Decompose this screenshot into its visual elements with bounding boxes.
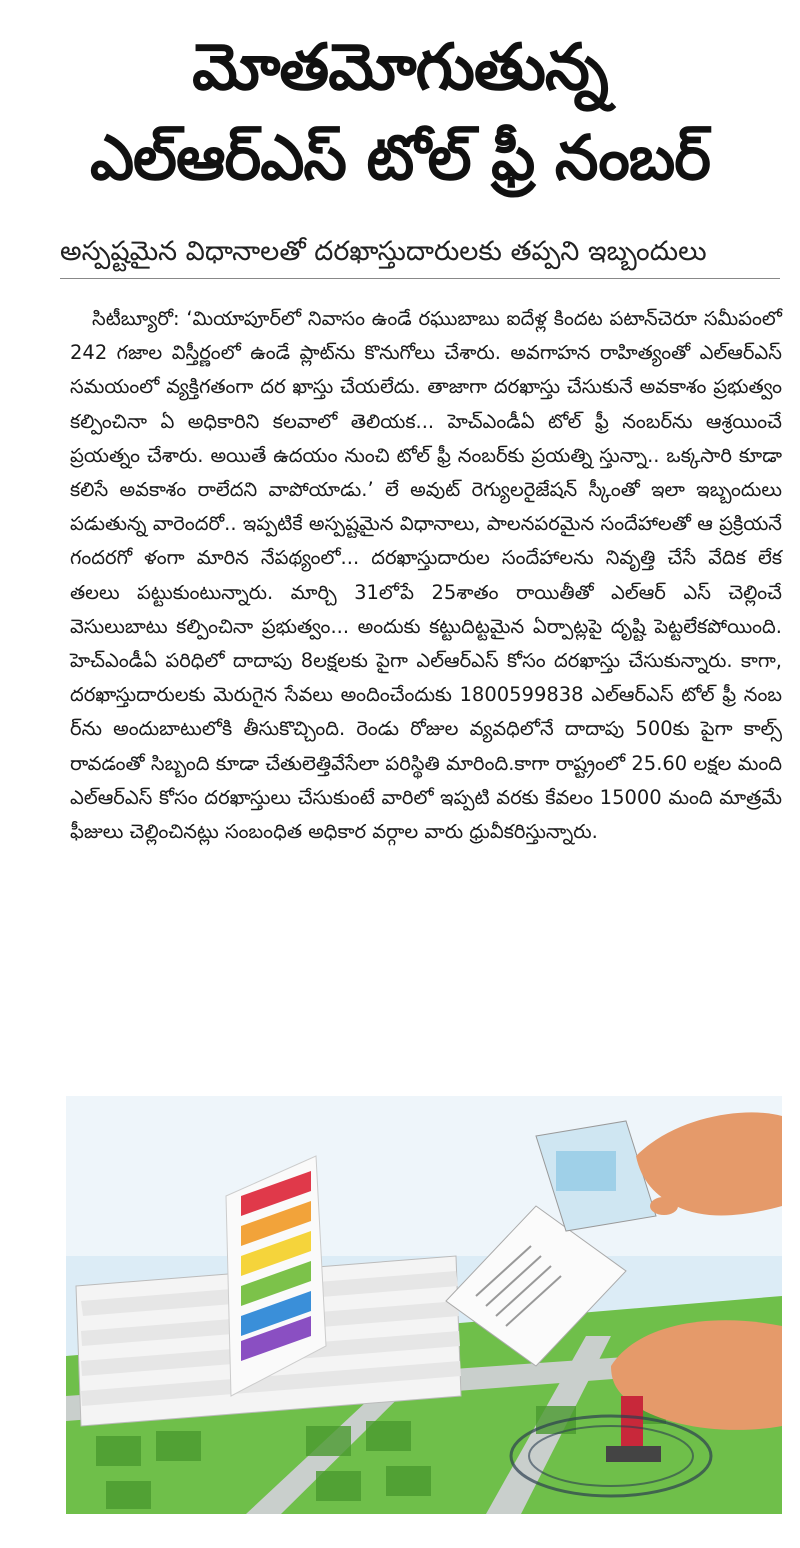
headline (40, 24, 760, 204)
file-stack-illustration-icon (66, 1096, 782, 1514)
headline-line-2: ఎల్‌ఆర్‌ఎస్ టోల్ ఫ్రీ నంబర్ (89, 121, 711, 194)
article-body: సిటీబ్యూరో: ‘మియాపూర్‌లో నివాసం ఉండే రఘుబాబు ఐదేళ్ల కిందట పటాన్‌చెరూ సమీపంలో 242 గజాల విస్తీర్ణంలో ఉండే ప్లాట్‌ను కొనుగోలు చేశారు. అవగాహన రాహిత్యంతో ఎల్‌ఆర్‌ఎస్ సమయంలో వ్యక్తిగతంగా దర ఖాస్తు చేయలేదు. తాజాగా దరఖాస్తు చేసుకునే అవకాశం ప్రభుత్వం కల్పించినా ఏ అధికారిని కలవాలో తెలియక... హెచ్‌ఎండీఏ టోల్ ఫ్రీ నంబర్‌ను ఆశ్రయించే ప్రయత్నం చేశారు. అయితే ఉదయం నుంచి టోల్ ఫ్రీ నంబర్‌కు ప్రయత్ని స్తున్నా.. ఒక్కసారి కూడా కలిసే అవకాశం రాలేదని వాపోయాడు.’ లే అవుట్ రెగ్యులరైజేషన్ స్కీంతో ఇలా ఇబ్బందులు పడుతున్న వారెందరో.. ఇప్పటికే అస్పష్టమైన విధానాలు, పాలనపరమైన సందేహాలతో ఆ ప్రక్రియనే గందరగో ళంగా మారిన నేపథ్యంలో... దరఖాస్తుదారుల సందేహాలను నివృత్తి చేసే వేదిక లేక తలలు పట్టుకుంటున్నారు. మార్చి 31లోపే 25శాతం రాయితీతో ఎల్‌ఆర్ ఎస్ చెల్లించే వెసులుబాటు కల్పించినా ప్రభుత్వం... అందుకు కట్టుదిట్టమైన ఏర్పాట్లపై దృష్టి పెట్టలేకపోయింది. హెచ్‌ఎండీఏ పరిధిలో దాదాపు 8లక్షలకు పైగా ఎల్‌ఆర్‌ఎస్ కోసం దరఖాస్తు చేసుకున్నారు. కాగా, దరఖాస్తుదారులకు మెరుగైన సేవలు అందించేందుకు 1800599838 ఎల్‌ఆర్‌ఎస్ టోల్ ఫ్రీ నంబ ర్‌ను అందుబాటులోకి తీసుకొచ్చింది. రెండు రోజుల వ్యవధిలోనే దాదాపు 500కు పైగా కాల్స్ రావడంతో సిబ్బంది కూడా చేతులెత్తివేసేలా పరిస్థితి మారింది.కాగా రాష్ట్రంలో 25.60 లక్షల మంది ఎల్‌ఆర్‌ఎస్ కోసం దరఖాస్తులు చేసుకుంటే వారిలో ఇప్పటి వరకు కేవలం 15000 మంది మాత్రమే ఫీజులు చెల్లించినట్లు సంబంధిత అధికార వర్గాల వారు ధ్రువీకరిస్తున్నారు. (70, 307, 782, 844)
article-photo (66, 1096, 782, 1514)
subheadline: అస్పష్టమైన విధానాలతో దరఖాస్తుదారులకు తప్పని ఇబ్బందులు (60, 230, 780, 279)
headline-line-1: మోతమోగుతున్న (192, 31, 608, 105)
